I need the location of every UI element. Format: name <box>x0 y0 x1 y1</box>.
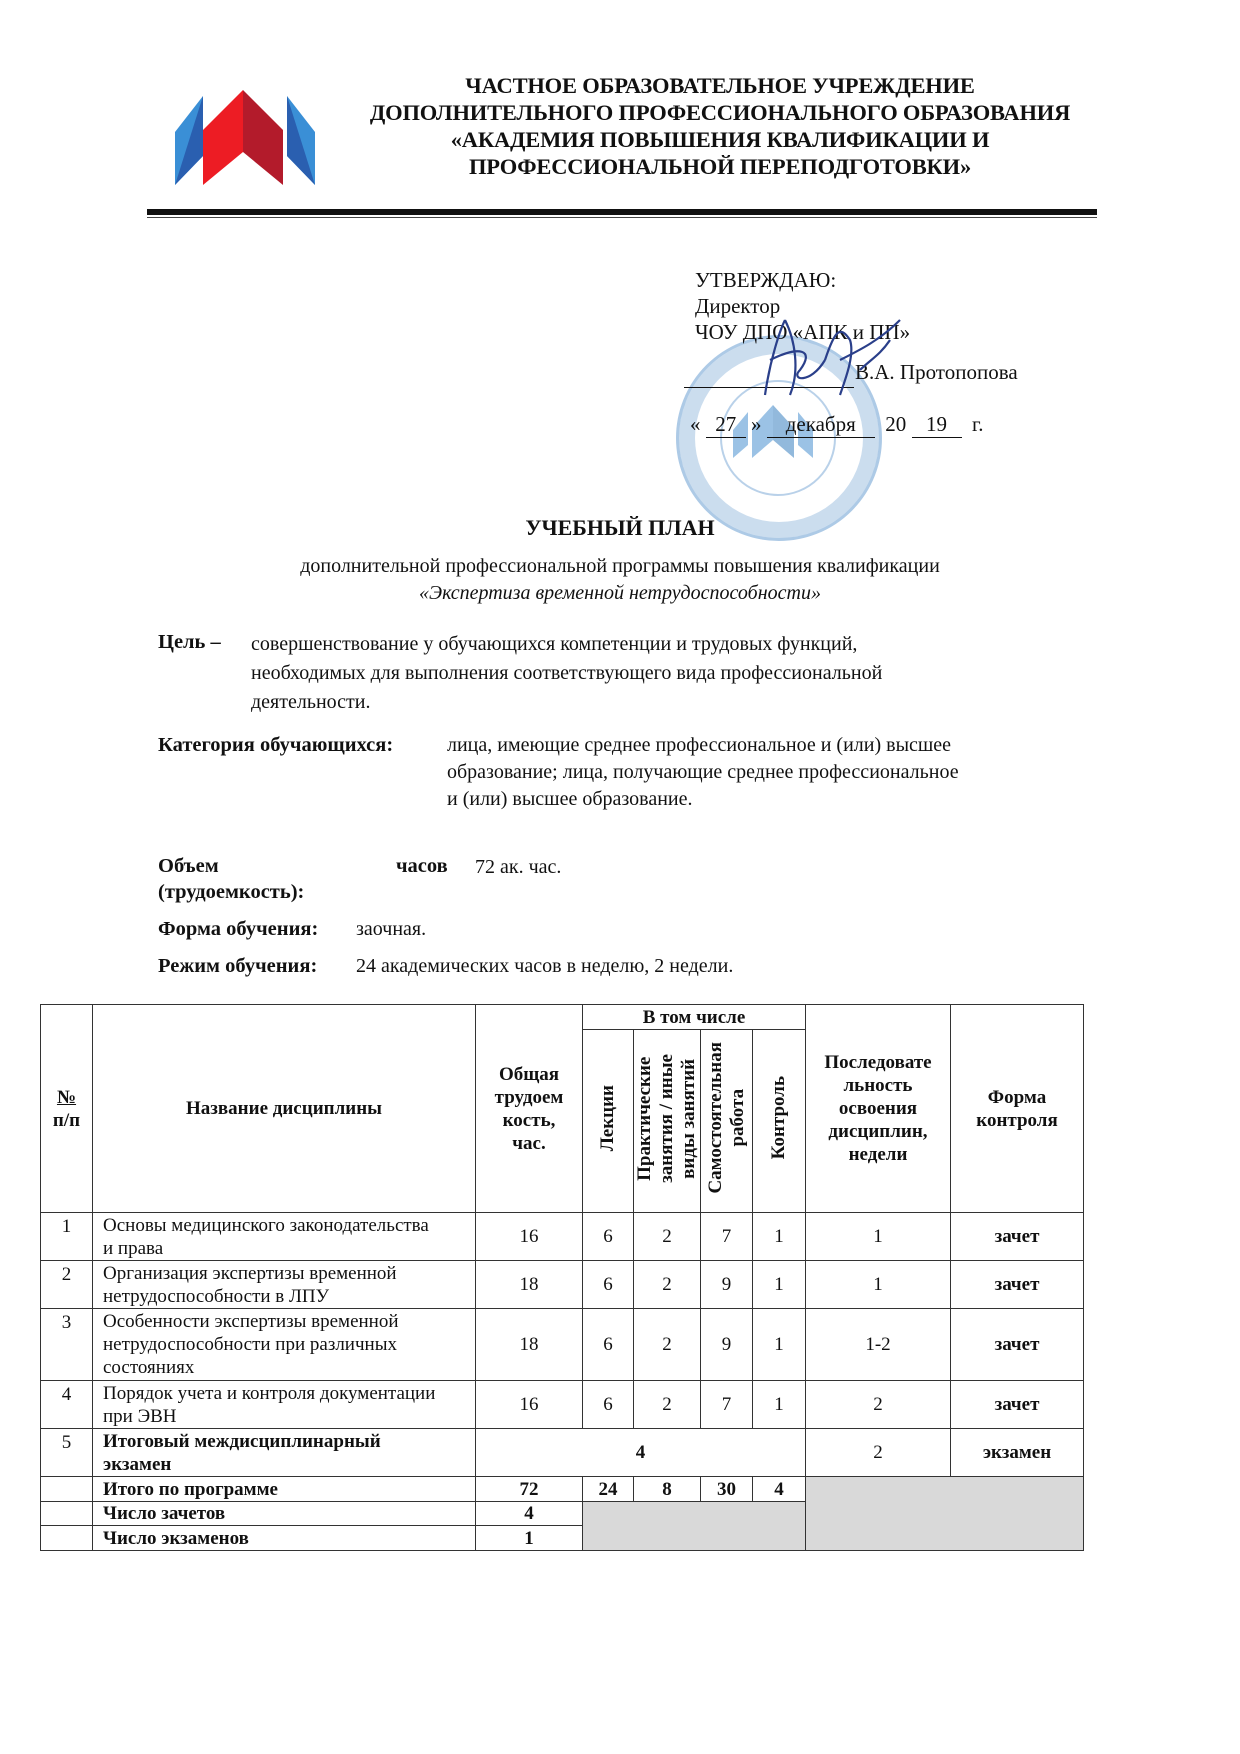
header-self-line: работа <box>726 1089 748 1147</box>
row-name <box>93 1309 476 1381</box>
program-name: «Экспертиза временной нетрудоспособности» <box>419 582 821 604</box>
header-control <box>753 1030 806 1213</box>
row-name-line: экзамен <box>103 1453 172 1475</box>
curriculum-table <box>40 1004 1084 1551</box>
header-seq-line: недели <box>848 1144 908 1165</box>
row-num: 1 <box>41 1213 93 1261</box>
totals-label: Итого по программе <box>93 1477 476 1502</box>
date-century: 20 <box>885 412 907 436</box>
row-lectures: 6 <box>583 1309 634 1381</box>
program-type: дополнительной профессиональной программы повышения квалификации <box>300 555 940 577</box>
date-month: декабря <box>767 412 875 438</box>
totals-control: 4 <box>753 1477 806 1502</box>
row-total: 16 <box>476 1213 583 1261</box>
date-suffix: г. <box>972 412 984 436</box>
row-practice: 2 <box>634 1381 701 1429</box>
approval-position: Директор <box>695 294 781 318</box>
date-day: 27 <box>706 412 746 438</box>
exam-row <box>41 1429 1084 1477</box>
row-lectures: 6 <box>583 1213 634 1261</box>
category-line: лица, имеющие среднее профессиональное и (или) высшее <box>447 734 952 756</box>
table-row <box>41 1381 1084 1429</box>
row-num: 4 <box>41 1381 93 1429</box>
totals-total: 72 <box>476 1477 583 1502</box>
header-seq-line: льность <box>843 1075 913 1096</box>
table-row <box>41 1309 1084 1381</box>
row-name <box>93 1429 476 1477</box>
row-name-line: состояниях <box>103 1357 195 1378</box>
row-practice: 2 <box>634 1261 701 1309</box>
header-seq-line: Последовате <box>824 1052 932 1073</box>
row-practice: 2 <box>634 1213 701 1261</box>
header-practice-line: занятия / иные <box>656 1053 677 1183</box>
goal-line: деятельности. <box>251 691 371 713</box>
row-form: зачет <box>951 1381 1084 1429</box>
header-num <box>41 1005 93 1213</box>
credits-value: 4 <box>476 1502 583 1526</box>
shaded-cell <box>806 1477 1084 1551</box>
row-sequence: 2 <box>806 1429 951 1477</box>
date-year: 19 <box>912 412 962 438</box>
table-row <box>41 1213 1084 1261</box>
category-text <box>447 732 959 813</box>
header-total-line: час. <box>512 1132 546 1154</box>
approval-organization: ЧОУ ДПО «АПК и ПП» <box>695 320 911 344</box>
logo-red-left <box>203 90 243 185</box>
header-practice-line: Практические <box>634 1055 655 1181</box>
totals-self-study: 30 <box>701 1477 753 1502</box>
row-name-line: Особенности экспертизы временной <box>103 1311 399 1332</box>
totals-lectures: 24 <box>583 1477 634 1502</box>
row-control: 1 <box>753 1261 806 1309</box>
header-control-text: Контроль <box>768 1076 789 1160</box>
row-total: 18 <box>476 1261 583 1309</box>
mode-label: Режим обучения: <box>158 955 318 977</box>
header-num-text: п/п <box>52 1109 81 1131</box>
header-num-symbol: № <box>56 1086 77 1108</box>
header-practice <box>634 1030 701 1213</box>
row-num: 5 <box>41 1429 93 1477</box>
row-self-study: 7 <box>701 1381 753 1429</box>
empty-cell <box>41 1502 93 1526</box>
org-line: ЧАСТНОЕ ОБРАЗОВАТЕЛЬНОЕ УЧРЕЖДЕНИЕ <box>465 73 975 98</box>
empty-cell <box>41 1526 93 1551</box>
volume-hours-label: часов <box>396 855 448 877</box>
handwritten-signature <box>740 300 920 430</box>
row-form: зачет <box>951 1309 1084 1381</box>
volume-label: Объем <box>158 855 219 877</box>
row-self-study: 7 <box>701 1213 753 1261</box>
category-label: Категория обучающихся: <box>158 734 394 756</box>
header-practice-line: виды занятий <box>678 1058 699 1178</box>
org-line: ПРОФЕССИОНАЛЬНОЙ ПЕРЕПОДГОТОВКИ» <box>468 154 971 179</box>
row-name-line: Итоговый междисциплинарный <box>103 1430 381 1452</box>
row-sequence: 1 <box>806 1261 951 1309</box>
academy-logo <box>175 90 315 185</box>
row-name <box>93 1381 476 1429</box>
row-name-line: при ЭВН <box>103 1405 177 1427</box>
org-line: ДОПОЛНИТЕЛЬНОГО ПРОФЕССИОНАЛЬНОГО ОБРАЗОВАНИЯ <box>369 100 1071 125</box>
row-total: 18 <box>476 1309 583 1381</box>
header-total-line: трудоем <box>494 1086 564 1108</box>
approval-date <box>690 412 984 438</box>
row-name-line: Основы медицинского законодательства <box>103 1214 429 1236</box>
org-line: «АКАДЕМИЯ ПОВЫШЕНИЯ КВАЛИФИКАЦИИ И <box>450 127 990 152</box>
row-name-line: Порядок учета и контроля документации <box>103 1382 436 1404</box>
shaded-cell <box>583 1502 806 1551</box>
row-practice: 2 <box>634 1309 701 1381</box>
goal-label: Цель – <box>158 631 221 653</box>
row-lectures: 6 <box>583 1381 634 1429</box>
row-self-study: 9 <box>701 1309 753 1381</box>
goal-text <box>251 630 882 717</box>
row-name <box>93 1213 476 1261</box>
row-name-line: нетрудоспособности при различных <box>103 1334 397 1355</box>
goal-line: необходимых для выполнения соответствующего вида профессиональной <box>251 662 883 684</box>
document-title: УЧЕБНЫЙ ПЛАН <box>525 515 715 540</box>
goal-line: совершенствование у обучающихся компетенции и трудовых функций, <box>251 633 858 655</box>
header-lectures <box>583 1030 634 1213</box>
header-total-line: кость, <box>502 1109 556 1131</box>
form-label: Форма обучения: <box>158 918 319 940</box>
table-row <box>41 1261 1084 1309</box>
header-divider-thin <box>147 217 1097 218</box>
mode-value: 24 академических часов в неделю, 2 недели. <box>356 955 734 977</box>
date-open-quote: « <box>690 412 701 436</box>
row-total: 16 <box>476 1381 583 1429</box>
header-lectures-text: Лекции <box>597 1084 618 1152</box>
organization-name <box>355 72 1085 180</box>
row-form: экзамен <box>951 1429 1084 1477</box>
header-self-study <box>701 1030 753 1213</box>
header-name: Название дисциплины <box>93 1005 476 1213</box>
volume-label-cont: (трудоемкость): <box>158 881 305 903</box>
totals-row <box>41 1477 1084 1502</box>
logo-red-right <box>243 90 283 185</box>
row-sequence: 2 <box>806 1381 951 1429</box>
row-name <box>93 1261 476 1309</box>
exams-value: 1 <box>476 1526 583 1551</box>
header-sequence <box>806 1005 951 1213</box>
row-lectures: 6 <box>583 1261 634 1309</box>
row-name-line: и права <box>103 1237 164 1259</box>
header-form <box>951 1005 1084 1213</box>
row-form: зачет <box>951 1213 1084 1261</box>
row-control: 1 <box>753 1309 806 1381</box>
header-seq-line: дисциплин, <box>828 1121 928 1142</box>
row-form: зачет <box>951 1261 1084 1309</box>
header-self-line: Самостоятельная <box>704 1042 726 1194</box>
row-control: 1 <box>753 1381 806 1429</box>
row-num: 3 <box>41 1309 93 1381</box>
document-subtitle <box>0 553 1240 607</box>
exams-label: Число экзаменов <box>93 1526 476 1551</box>
category-line: и (или) высшее образование. <box>447 788 693 810</box>
header-seq-line: освоения <box>838 1098 918 1119</box>
header-divider-thick <box>147 209 1097 215</box>
header-including: В том числе <box>583 1005 806 1030</box>
row-sequence: 1 <box>806 1213 951 1261</box>
date-close-quote: » <box>751 412 762 436</box>
row-control: 1 <box>753 1213 806 1261</box>
volume-value: 72 ак. час. <box>475 856 562 878</box>
row-sequence: 1-2 <box>806 1309 951 1381</box>
row-self-study: 9 <box>701 1261 753 1309</box>
header-form-line: Форма <box>987 1086 1047 1108</box>
header-total-line: Общая <box>498 1063 560 1085</box>
row-name-line: Организация экспертизы временной <box>103 1262 397 1284</box>
row-name-line: нетрудоспособности в ЛПУ <box>103 1285 330 1307</box>
header-total <box>476 1005 583 1213</box>
totals-practice: 8 <box>634 1477 701 1502</box>
approval-heading: УТВЕРЖДАЮ: <box>695 268 837 292</box>
credits-label: Число зачетов <box>93 1502 476 1526</box>
form-value: заочная. <box>356 918 427 940</box>
signatory-name: В.А. Протопопова <box>855 360 1018 384</box>
row-num: 2 <box>41 1261 93 1309</box>
exam-hours: 4 <box>476 1429 806 1477</box>
header-practice-text <box>634 1054 700 1183</box>
header-form-line: контроля <box>976 1109 1058 1131</box>
header-self-study-text <box>705 1042 749 1194</box>
category-line: образование; лица, получающие среднее профессиональное <box>447 761 959 783</box>
empty-cell <box>41 1477 93 1502</box>
